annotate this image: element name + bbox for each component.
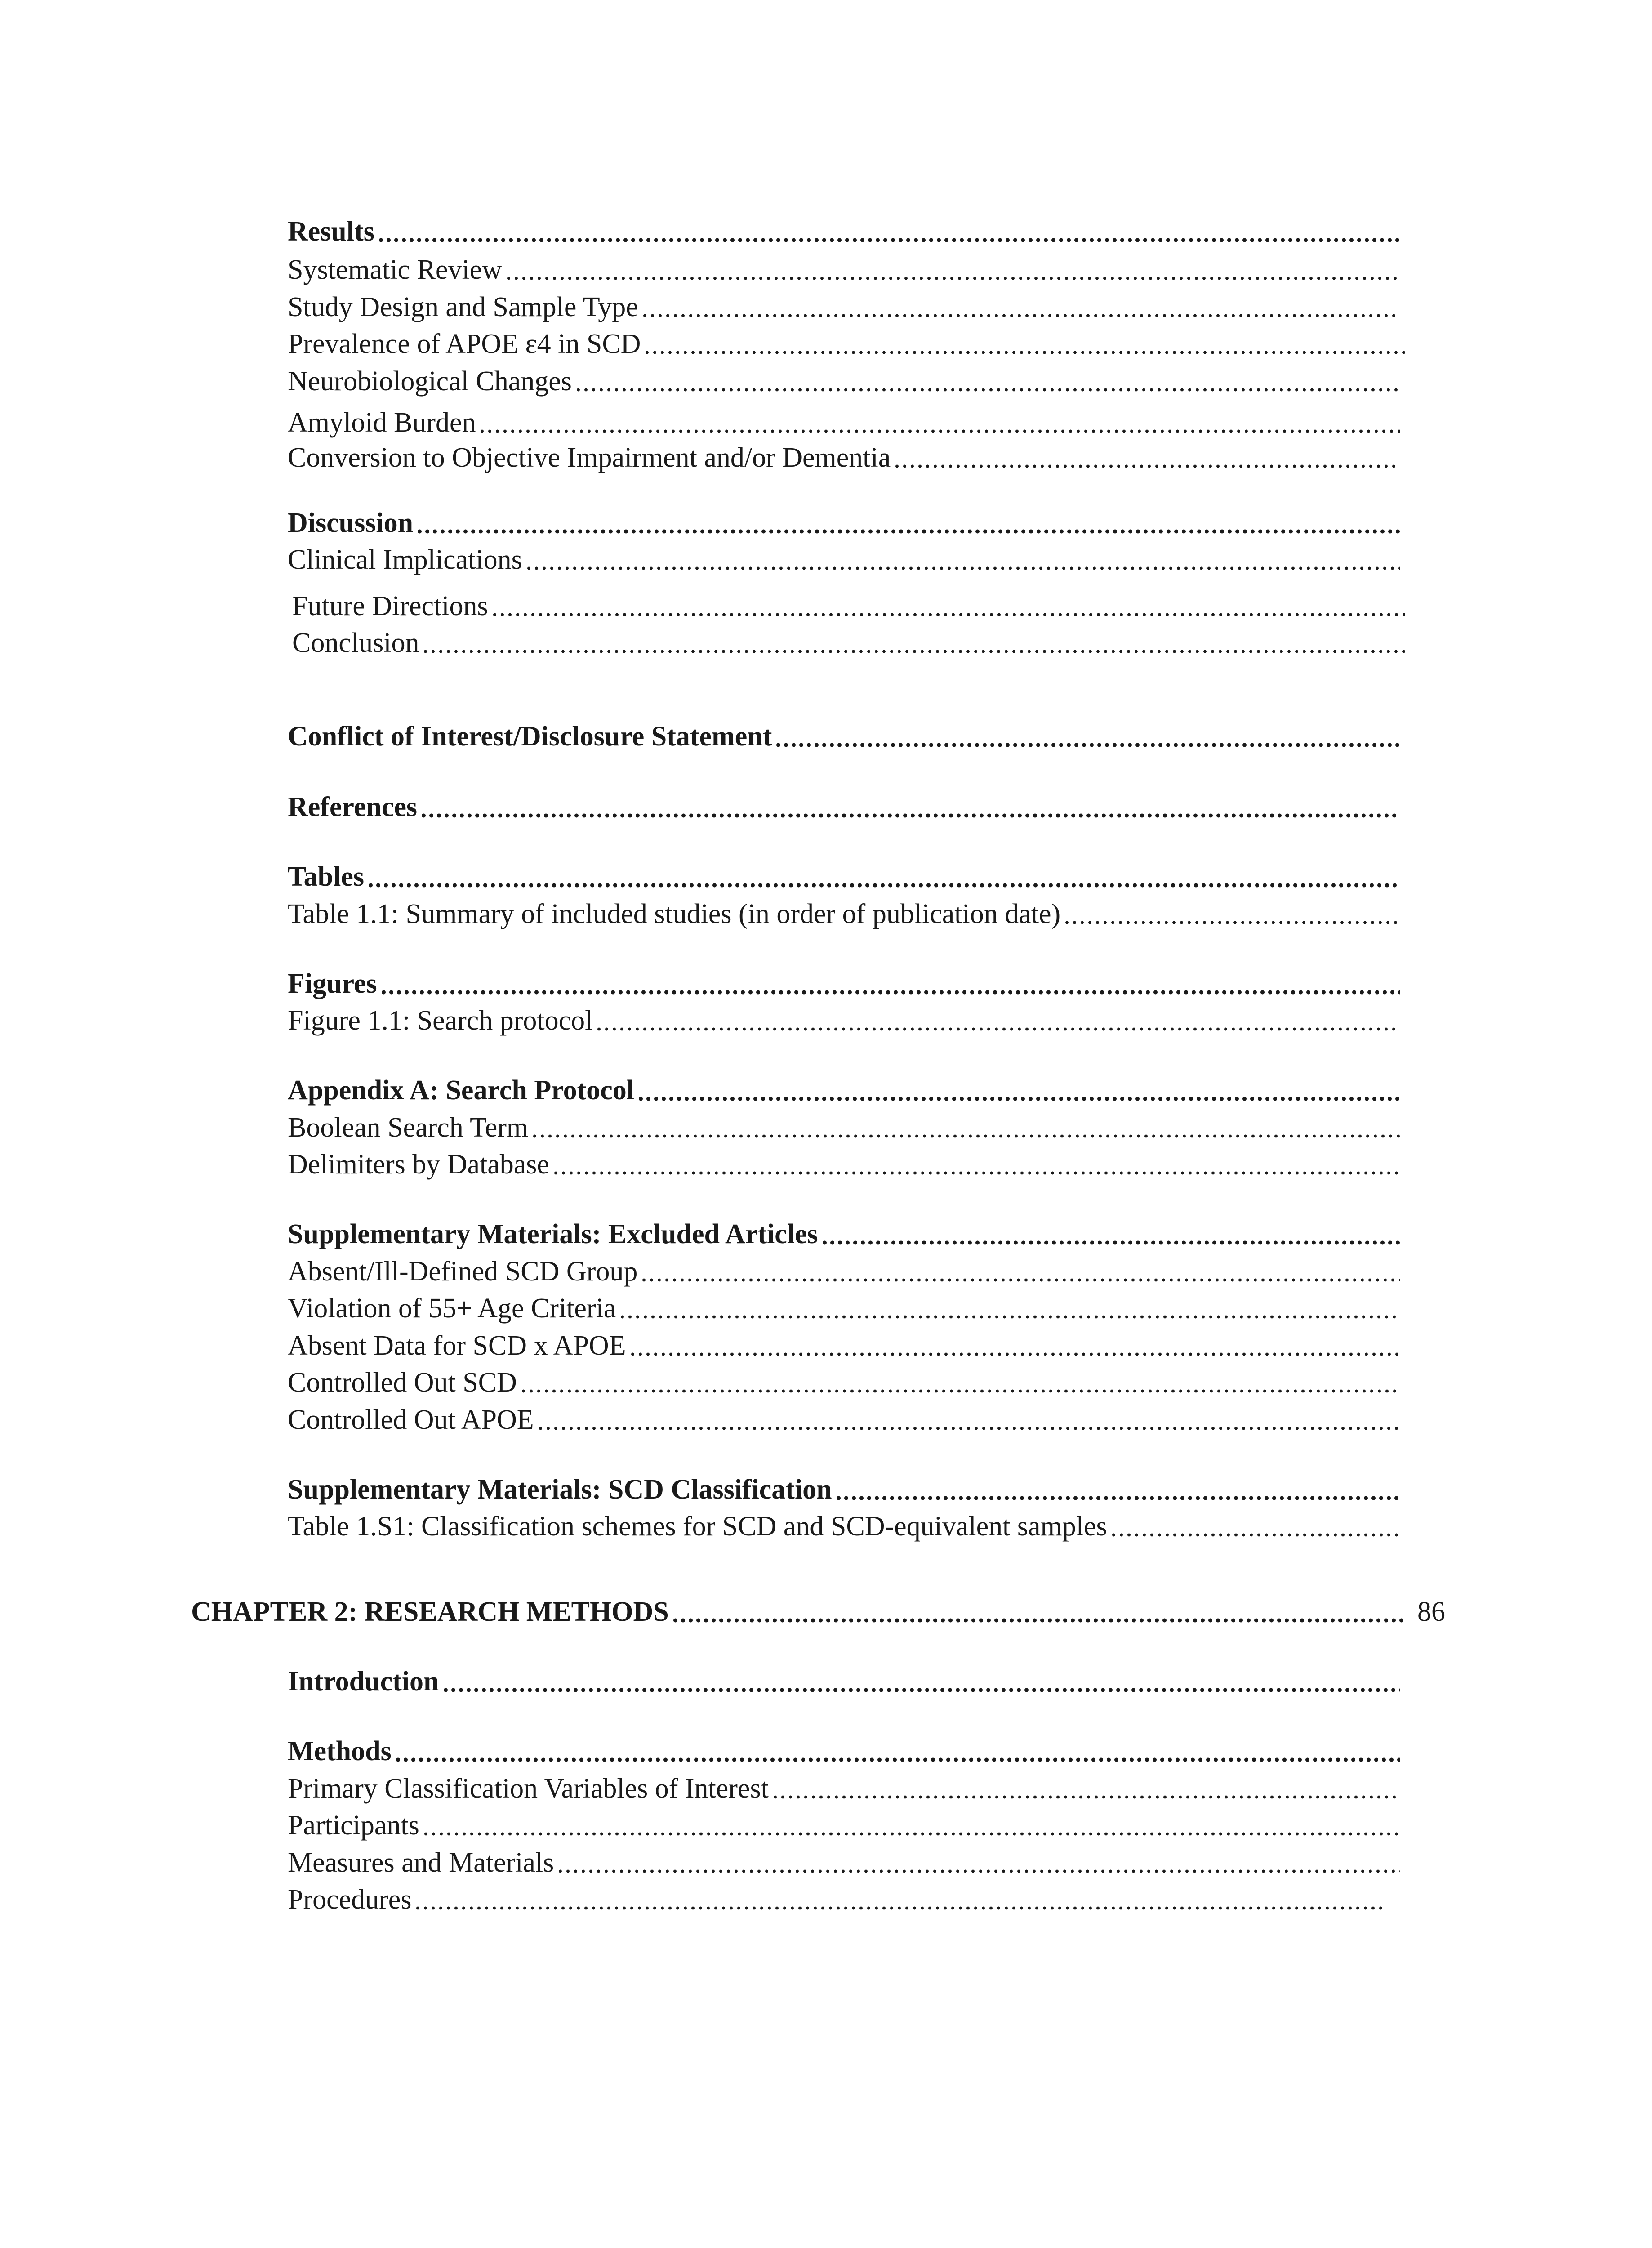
toc-entry-title: Appendix A: Search Protocol [288,1075,635,1106]
dot-leader [1110,1533,1400,1537]
dot-leader [442,1688,1401,1692]
dot-leader [505,276,1400,281]
dot-leader [537,1426,1400,1431]
dot-leader [420,813,1400,818]
toc-entry-conflict-of-interest[interactable] [288,718,1400,754]
toc-entry-title: Neurobiological Changes [288,366,572,397]
dot-leader [835,1496,1400,1500]
dot-leader [640,1278,1400,1282]
toc-entry-title: Methods [288,1736,392,1766]
dot-leader [595,1027,1400,1031]
dot-leader [771,1795,1400,1799]
toc-entry-absent-ill-defined[interactable] [288,1253,1400,1289]
toc-entry-amyloid-burden[interactable] [288,405,1400,441]
toc-entry-supplementary-excluded[interactable] [288,1216,1400,1252]
toc-entry-clinical-implications[interactable] [288,542,1400,578]
toc-entry-procedures[interactable] [288,1882,1385,1918]
toc-entry-chapter-2[interactable] [191,1594,1445,1630]
toc-entry-participants[interactable] [288,1807,1400,1843]
toc-entry-neurobiological-changes[interactable] [288,363,1400,399]
dot-leader [520,1389,1400,1393]
toc-entry-title: Supplementary Materials: Excluded Articles [288,1219,818,1249]
toc-entry-controlled-out-scd[interactable] [288,1365,1400,1401]
toc-entry-title: Violation of 55+ Age Criteria [288,1293,616,1324]
toc-entry-title: CHAPTER 2: RESEARCH METHODS [191,1597,669,1627]
toc-entry-title: Conflict of Interest/Disclosure Statement [288,721,772,752]
dot-leader [637,1097,1400,1101]
toc-entry-supplementary-classification[interactable] [288,1472,1400,1508]
toc-entry-title: Controlled Out SCD [288,1367,517,1398]
toc-entry-title: Absent/Ill-Defined SCD Group [288,1256,638,1287]
dot-leader [574,388,1400,392]
toc-entry-study-design[interactable] [288,289,1400,325]
toc-entry-title: Figures [288,968,377,999]
toc-entry-title: Table 1.1: Summary of included studies (in order of publication date) [288,899,1061,929]
toc-entry-table-1-s1[interactable] [288,1508,1400,1544]
dot-leader [525,566,1400,571]
toc-entry-title: Results [288,216,374,247]
toc-entry-title: Conversion to Objective Impairment and/or Dementia [288,442,891,473]
toc-entry-title: Participants [288,1810,419,1841]
toc-entry-absent-data[interactable] [288,1328,1400,1364]
toc-entry-title: Table 1.S1: Classification schemes for SCD and SCD-equivalent samples [288,1511,1107,1542]
toc-entry-title: Prevalence of APOE ε4 in SCD [288,329,641,359]
toc-entry-title: Amyloid Burden [288,407,476,438]
toc-entry-figure-1-1[interactable] [288,1003,1400,1039]
dot-leader [394,1757,1400,1762]
toc-entry-table-1-1[interactable] [288,896,1400,932]
dot-leader [414,1906,1385,1910]
toc-entry-title: Study Design and Sample Type [288,292,638,322]
toc-entry-title: Supplementary Materials: SCD Classification [288,1474,832,1505]
dot-leader [416,529,1400,534]
toc-entry-methods[interactable] [288,1733,1400,1769]
dot-leader [422,649,1405,654]
toc-entry-controlled-out-apoe[interactable] [288,1402,1400,1438]
toc-entry-title: Conclusion [292,628,419,658]
toc-entry-references[interactable] [288,789,1400,825]
toc-entry-title: Procedures [288,1884,412,1915]
toc-entry-introduction[interactable] [288,1664,1400,1699]
dot-leader [478,429,1400,433]
toc-entry-title: Measures and Materials [288,1847,554,1878]
toc-entry-title: Introduction [288,1666,439,1697]
dot-leader [422,1832,1400,1836]
dot-leader [672,1618,1405,1623]
dot-leader [643,350,1407,355]
dot-leader [821,1240,1400,1245]
toc-entry-boolean-search-term[interactable] [288,1110,1400,1146]
toc-entry-systematic-review[interactable] [288,252,1400,288]
toc-entry-title: Clinical Implications [288,544,522,575]
dot-leader [367,883,1400,888]
toc-entry-delimiters-by-database[interactable] [288,1146,1400,1182]
toc-entry-measures-materials[interactable] [288,1845,1400,1881]
dot-leader [1063,920,1400,925]
dot-leader [893,464,1400,468]
dot-leader [619,1315,1400,1319]
toc-entry-violation-age-criteria[interactable] [288,1290,1400,1326]
dot-leader [641,313,1400,318]
dot-leader [491,612,1405,617]
toc-entry-appendix-a[interactable] [288,1072,1400,1108]
toc-entry-title: Primary Classification Variables of Interest [288,1773,769,1804]
toc-entry-tables[interactable] [288,859,1400,895]
toc-entry-title: Controlled Out APOE [288,1405,534,1435]
toc-entry-title: Tables [288,861,365,892]
toc-entry-discussion[interactable] [288,505,1400,541]
dot-leader [552,1171,1400,1175]
toc-entry-title: Systematic Review [288,254,502,285]
toc-entry-title: Delimiters by Database [288,1149,549,1180]
dot-leader [775,743,1400,747]
toc-entry-future-directions[interactable] [292,588,1405,624]
dot-leader [557,1869,1400,1873]
dot-leader [531,1134,1400,1138]
toc-entry-prevalence-apoe[interactable] [288,326,1407,362]
dot-leader [629,1352,1400,1356]
toc-entry-conversion[interactable] [288,440,1400,476]
toc-entry-title: Figure 1.1: Search protocol [288,1005,593,1036]
toc-entry-title: References [288,792,418,822]
toc-entry-primary-classification[interactable] [288,1771,1400,1806]
toc-entry-title: Boolean Search Term [288,1112,529,1143]
toc-entry-title: Future Directions [292,591,488,621]
toc-entry-title: Absent Data for SCD x APOE [288,1330,626,1361]
toc-entry-results[interactable] [288,214,1400,250]
toc-entry-figures[interactable] [288,966,1400,1002]
dot-leader [377,238,1400,242]
dot-leader [380,990,1400,995]
toc-entry-title: Discussion [288,508,414,538]
toc-entry-conclusion[interactable] [292,625,1405,661]
toc-entry-page-number: 86 [1417,1597,1445,1627]
